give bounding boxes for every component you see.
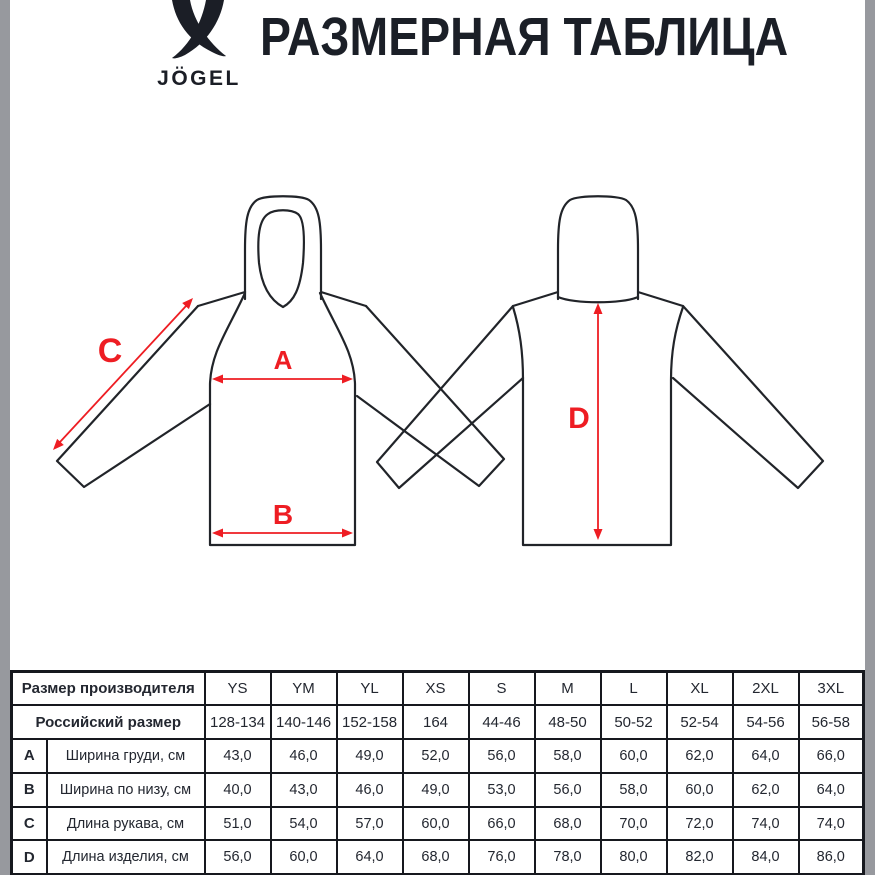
hoodie-back-outline [377, 196, 823, 545]
value-cell: 72,0 [667, 807, 733, 841]
value-cell: 84,0 [733, 840, 799, 874]
measure-arrow-bottom [212, 499, 353, 538]
value-cell: 57,0 [337, 807, 403, 841]
value-cell: 40,0 [205, 773, 271, 807]
size-col-header: YL [337, 672, 403, 706]
row-label: Ширина груди, см [47, 739, 205, 773]
russian-size-cell: 128-134 [205, 705, 271, 739]
measure-row-a [12, 739, 864, 773]
value-cell: 51,0 [205, 807, 271, 841]
row-letter: C [12, 807, 47, 841]
measure-row-b [12, 773, 864, 807]
value-cell: 62,0 [667, 739, 733, 773]
size-col-header: L [601, 672, 667, 706]
russian-size-cell: 48-50 [535, 705, 601, 739]
russian-size-cell: 54-56 [733, 705, 799, 739]
russian-size-cell: 164 [403, 705, 469, 739]
measure-arrow-chest [212, 345, 353, 384]
russian-size-cell: 152-158 [337, 705, 403, 739]
value-cell: 56,0 [469, 739, 535, 773]
size-col-header: XS [403, 672, 469, 706]
value-cell: 46,0 [271, 739, 337, 773]
russian-size-cell: 50-52 [601, 705, 667, 739]
value-cell: 56,0 [535, 773, 601, 807]
measure-label-d: D [568, 402, 590, 435]
value-cell: 66,0 [469, 807, 535, 841]
measure-row-c [12, 807, 864, 841]
row-letter: A [12, 739, 47, 773]
value-cell: 56,0 [205, 840, 271, 874]
russian-size-cell: 56-58 [799, 705, 864, 739]
measure-arrow-length [568, 303, 602, 540]
value-cell: 58,0 [601, 773, 667, 807]
value-cell: 43,0 [271, 773, 337, 807]
manufacturer-size-label: Размер производителя [12, 672, 205, 706]
value-cell: 54,0 [271, 807, 337, 841]
value-cell: 58,0 [535, 739, 601, 773]
measure-label-b: B [272, 499, 294, 530]
measure-row-d [12, 840, 864, 874]
size-table [10, 670, 865, 875]
value-cell: 80,0 [601, 840, 667, 874]
value-cell: 68,0 [403, 840, 469, 874]
row-label: Ширина по низу, см [47, 773, 205, 807]
russian-size-row [12, 705, 864, 739]
manufacturer-size-row [12, 672, 864, 706]
value-cell: 74,0 [733, 807, 799, 841]
size-col-header: 2XL [733, 672, 799, 706]
row-label: Длина рукава, см [47, 807, 205, 841]
value-cell: 64,0 [799, 773, 864, 807]
size-col-header: 3XL [799, 672, 864, 706]
russian-size-label: Российский размер [12, 705, 205, 739]
value-cell: 64,0 [733, 739, 799, 773]
value-cell: 60,0 [601, 739, 667, 773]
value-cell: 64,0 [337, 840, 403, 874]
value-cell: 53,0 [469, 773, 535, 807]
russian-size-cell: 52-54 [667, 705, 733, 739]
value-cell: 66,0 [799, 739, 864, 773]
value-cell: 68,0 [535, 807, 601, 841]
value-cell: 49,0 [403, 773, 469, 807]
value-cell: 82,0 [667, 840, 733, 874]
russian-size-cell: 44-46 [469, 705, 535, 739]
size-col-header: XL [667, 672, 733, 706]
value-cell: 49,0 [337, 739, 403, 773]
size-col-header: YM [271, 672, 337, 706]
page-title: РАЗМЕРНАЯ ТАБЛИЦА [260, 7, 789, 67]
value-cell: 78,0 [535, 840, 601, 874]
row-letter: B [12, 773, 47, 807]
value-cell: 43,0 [205, 739, 271, 773]
value-cell: 62,0 [733, 773, 799, 807]
value-cell: 74,0 [799, 807, 864, 841]
value-cell: 60,0 [667, 773, 733, 807]
measure-label-c: C [97, 332, 123, 370]
value-cell: 60,0 [403, 807, 469, 841]
brand-wordmark: JÖGEL [157, 67, 241, 90]
value-cell: 52,0 [403, 739, 469, 773]
row-label: Длина изделия, см [47, 840, 205, 874]
measure-arrow-sleeve [53, 298, 193, 450]
value-cell: 46,0 [337, 773, 403, 807]
row-letter: D [12, 840, 47, 874]
value-cell: 76,0 [469, 840, 535, 874]
value-cell: 86,0 [799, 840, 864, 874]
value-cell: 70,0 [601, 807, 667, 841]
value-cell: 60,0 [271, 840, 337, 874]
russian-size-cell: 140-146 [271, 705, 337, 739]
size-col-header: M [535, 672, 601, 706]
size-col-header: S [469, 672, 535, 706]
measure-label-a: A [273, 345, 293, 375]
size-col-header: YS [205, 672, 271, 706]
